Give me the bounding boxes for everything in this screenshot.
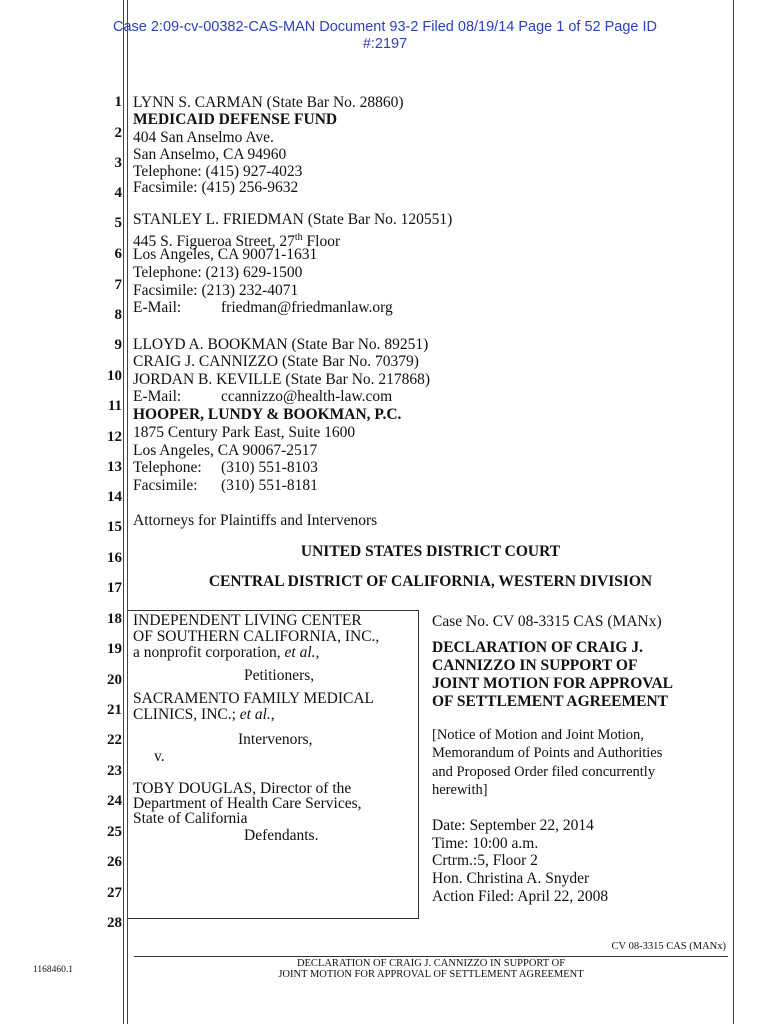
- line-number: 21: [107, 702, 122, 718]
- line-number: 13: [107, 459, 122, 475]
- line-number: 15: [107, 519, 122, 535]
- firm-name: MEDICAID DEFENSE FUND: [133, 111, 338, 128]
- intervenor-name: SACRAMENTO FAMILY MEDICAL: [133, 690, 375, 707]
- petitioners-label: Petitioners,: [244, 667, 315, 684]
- line-number: 26: [107, 854, 122, 870]
- line-number: 8: [114, 307, 122, 323]
- defendants-label: Defendants.: [244, 827, 319, 844]
- line-number: 5: [114, 215, 122, 231]
- document-title: JOINT MOTION FOR APPROVAL: [432, 675, 673, 692]
- email-label: E-Mail:: [133, 299, 182, 316]
- intervenor-desc: CLINICS, INC.;: [133, 706, 240, 723]
- document-title: DECLARATION OF CRAIG J.: [432, 639, 643, 656]
- footer-case-ref: CV 08-3315 CAS (MANx): [611, 941, 726, 952]
- court-name: UNITED STATES DISTRICT COURT: [300, 543, 561, 560]
- line-number: 20: [107, 672, 122, 688]
- line-number: 12: [107, 429, 122, 445]
- line-number: 6: [114, 246, 122, 262]
- document-id: 1168460.1: [33, 965, 74, 975]
- line-number: 22: [107, 732, 122, 748]
- ecf-header-line1: Case 2:09-cv-00382-CAS-MAN Document 93-2 Filed 08/19/14 Page 1 of 52 Page ID: [112, 19, 658, 35]
- document-title: OF SETTLEMENT AGREEMENT: [432, 693, 668, 710]
- line-number: 14: [107, 489, 122, 505]
- line-number: 16: [107, 550, 122, 566]
- et-al: et al.,: [239, 706, 275, 723]
- facsimile: (310) 551-8181: [221, 477, 318, 494]
- line-number: 19: [107, 641, 122, 657]
- intervenor-name: [133, 706, 275, 724]
- judge: Hon. Christina A. Snyder: [432, 870, 590, 887]
- notice-text: herewith]: [432, 782, 488, 798]
- right-margin-rule: [733, 0, 734, 1024]
- facsimile: Facsimile: (415) 256-9632: [133, 179, 299, 196]
- notice-text: and Proposed Order filed concurrently: [432, 764, 656, 780]
- line-number: 25: [107, 824, 122, 840]
- notice-text: [Notice of Motion and Joint Motion,: [432, 727, 644, 743]
- intervenors-label: Intervenors,: [238, 731, 313, 748]
- defendant-name: State of California: [133, 810, 248, 827]
- line-number: 7: [114, 277, 122, 293]
- ecf-header-line2: #:2197: [362, 36, 408, 52]
- attorneys-for: Attorneys for Plaintiffs and Intervenors: [133, 512, 378, 529]
- telephone-label: Telephone:: [133, 459, 202, 476]
- email-label: E-Mail:: [133, 388, 182, 405]
- defendant-name: Department of Health Care Services,: [133, 795, 362, 812]
- address-superscript: th: [294, 232, 303, 243]
- attorney-name: JORDAN B. KEVILLE (State Bar No. 217868): [133, 371, 431, 388]
- telephone: (310) 551-8103: [221, 459, 318, 476]
- line-number: 10: [107, 368, 122, 384]
- courtroom: Crtrm.:5, Floor 2: [432, 852, 538, 869]
- petitioner-name: INDEPENDENT LIVING CENTER: [133, 612, 362, 629]
- attorney-name: LYNN S. CARMAN (State Bar No. 28860): [133, 94, 404, 111]
- line-number: 17: [107, 580, 122, 596]
- email-link[interactable]: friedman@friedmanlaw.org: [221, 299, 393, 316]
- petitioner-desc: a nonprofit corporation,: [133, 644, 285, 661]
- line-number: 11: [107, 398, 122, 414]
- notice-text: Memorandum of Points and Authorities: [432, 745, 663, 761]
- case-number: Case No. CV 08-3315 CAS (MANx): [432, 613, 662, 630]
- petitioner-name: [133, 644, 319, 662]
- line-number: 18: [107, 611, 122, 627]
- line-number: 23: [107, 763, 122, 779]
- court-district: CENTRAL DISTRICT OF CALIFORNIA, WESTERN DIVISION: [208, 573, 653, 590]
- firm-name: HOOPER, LUNDY & BOOKMAN, P.C.: [133, 406, 402, 423]
- line-number: 1: [114, 94, 122, 110]
- footer-title: JOINT MOTION FOR APPROVAL OF SETTLEMENT AGREEMENT: [278, 969, 584, 980]
- document-title: CANNIZZO IN SUPPORT OF: [432, 657, 638, 674]
- attorney-name: STANLEY L. FRIEDMAN (State Bar No. 120551): [133, 211, 453, 228]
- address-line: 1875 Century Park East, Suite 1600: [133, 424, 356, 441]
- line-number: 9: [114, 337, 122, 353]
- telephone: Telephone: (415) 927-4023: [133, 163, 303, 180]
- hearing-time: Time: 10:00 a.m.: [432, 835, 539, 852]
- address-line: Los Angeles, CA 90067-2517: [133, 442, 318, 459]
- attorney-name: CRAIG J. CANNIZZO (State Bar No. 70379): [133, 353, 419, 370]
- footer-title: DECLARATION OF CRAIG J. CANNIZZO IN SUPPORT OF: [296, 958, 566, 969]
- address-street: 445 S. Figueroa Street, 27: [133, 233, 295, 251]
- line-number: 4: [114, 185, 122, 201]
- petitioner-name: OF SOUTHERN CALIFORNIA, INC.,: [133, 628, 380, 645]
- facsimile-label: Facsimile:: [133, 477, 198, 494]
- left-margin-rule-outer: [123, 0, 124, 1024]
- defendant-name: TOBY DOUGLAS, Director of the: [133, 780, 352, 797]
- address-line: 404 San Anselmo Ave.: [133, 129, 274, 146]
- address-line: San Anselmo, CA 94960: [133, 146, 287, 163]
- attorney-name: LLOYD A. BOOKMAN (State Bar No. 89251): [133, 336, 429, 353]
- email-link[interactable]: ccannizzo@health-law.com: [221, 388, 393, 405]
- footer-rule: [134, 956, 728, 957]
- address-line: Los Angeles, CA 90071-1631: [133, 246, 318, 263]
- line-number: 24: [107, 793, 122, 809]
- line-number: 3: [114, 155, 122, 171]
- address-floor: Floor: [302, 233, 341, 251]
- et-al: et al.,: [284, 644, 320, 661]
- versus: v.: [154, 748, 165, 765]
- facsimile: Facsimile: (213) 232-4071: [133, 282, 299, 299]
- action-filed: Action Filed: April 22, 2008: [432, 888, 609, 905]
- telephone: Telephone: (213) 629-1500: [133, 264, 303, 281]
- line-number: 2: [114, 125, 122, 141]
- line-number: 28: [107, 915, 122, 931]
- hearing-date: Date: September 22, 2014: [432, 817, 594, 834]
- line-number: 27: [107, 885, 122, 901]
